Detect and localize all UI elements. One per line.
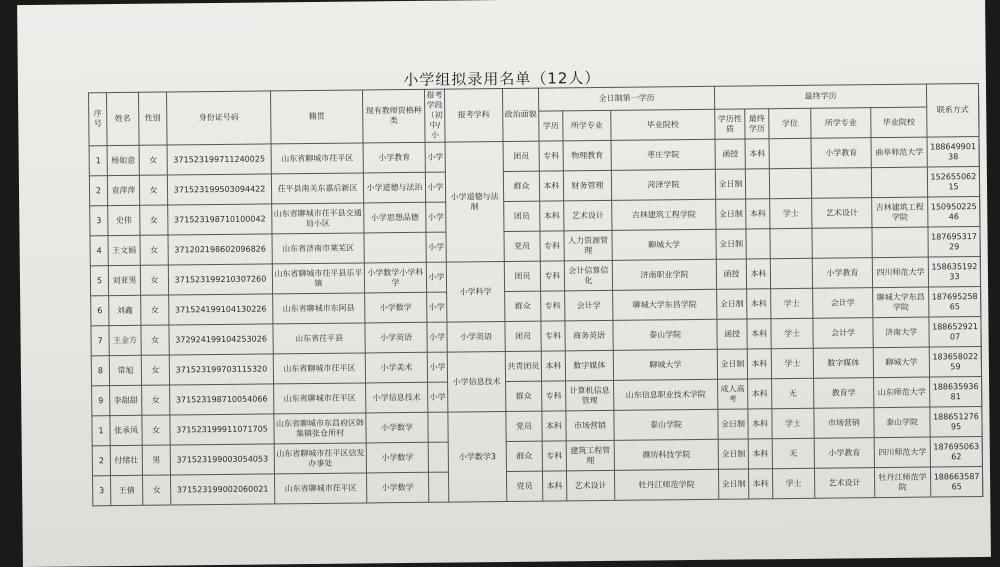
cell-ft-major: 计算机信息管理 — [566, 380, 614, 411]
cell-fe-school: 山东师范大学 — [874, 377, 930, 408]
cell-fe-school: 四川师范大学 — [874, 437, 930, 468]
cell-ft-major: 会计学 — [565, 290, 613, 321]
cell-politics: 共青团员 — [505, 351, 541, 381]
cell-gender: 女 — [140, 265, 168, 295]
cell-ft-major: 建筑工程管理 — [566, 440, 614, 471]
cell-name: 王倩 — [111, 475, 143, 505]
header-fe-edu: 最终学历 — [745, 109, 769, 139]
cell-cert: 小学美术 — [365, 352, 427, 383]
cell-gender: 女 — [140, 205, 168, 235]
cell-fe-degree: 学士 — [772, 408, 814, 438]
cell-ft-major: 商务英语 — [565, 320, 613, 351]
header-final-group: 最终学历 — [714, 84, 926, 109]
cell-fe-edu: 本科 — [747, 289, 771, 319]
cell-fe-school: 聊城大学 — [873, 347, 929, 378]
cell-contact: 18769531729 — [928, 227, 980, 258]
cell-origin: 山东省聊城市茌平区 — [273, 353, 365, 384]
header-gender: 性别 — [139, 92, 168, 145]
cell-fe-nature: 全日制 — [715, 169, 745, 199]
cell-politics: 党员 — [504, 231, 540, 261]
cell-level: 小学 — [425, 172, 445, 202]
cell-fe-degree: 学士 — [770, 198, 812, 228]
cell-fe-major: 市场营销 — [814, 408, 874, 439]
cell-cert: 小学数学 — [367, 472, 429, 503]
cell-ft-edu: 本科 — [542, 411, 566, 441]
cell-ft-edu: 本科 — [541, 351, 565, 381]
header-fulltime-group: 全日制第一学历 — [538, 86, 714, 111]
cell-seq: 8 — [91, 356, 109, 386]
cell-fe-edu: 本科 — [747, 319, 771, 349]
cell-id: 371523198710054066 — [170, 384, 274, 415]
cell-ft-school: 泰山学院 — [613, 319, 717, 350]
cell-fe-major: 会计学 — [813, 288, 873, 319]
cell-name: 袁萍萍 — [107, 175, 139, 205]
cell-fe-major: 艺术设计 — [814, 468, 874, 499]
cell-seq: 3 — [93, 476, 111, 506]
cell-ft-edu: 本科 — [542, 471, 566, 501]
cell-name: 杨如意 — [107, 145, 139, 175]
cell-ft-major: 财务管理 — [563, 170, 611, 201]
cell-subject-group: 小学信息技术 — [447, 351, 506, 412]
cell-ft-school: 聊城大学 — [612, 229, 716, 260]
cell-cert: 小学信息技术 — [366, 382, 428, 413]
roster-body — [89, 137, 983, 506]
cell-gender: 女 — [142, 415, 170, 445]
header-politics: 政治面貌 — [502, 88, 539, 141]
cell-id: 371523199911071705 — [170, 414, 274, 445]
cell-fe-school: 曲阜师范大学 — [871, 137, 927, 168]
cell-id: 371523199703115320 — [169, 354, 273, 385]
cell-fe-nature: 函授 — [716, 259, 746, 289]
cell-fe-edu: 本科 — [747, 349, 771, 379]
header-subject: 报考学科 — [444, 89, 503, 143]
cell-cert: 小学思想品德 — [364, 202, 426, 233]
cell-cert: 小学道德与法治 — [363, 172, 425, 203]
cell-ft-major: 人力资源管理 — [564, 230, 612, 261]
cell-ft-school: 聊城大学东昌学院 — [613, 289, 717, 320]
cell-ft-major: 艺术设计 — [566, 470, 614, 501]
cell-fe-school: 聊城大学东昌学院 — [873, 287, 929, 318]
cell-fe-school — [871, 167, 927, 198]
cell-origin: 山东省聊城市茌平区 — [271, 143, 363, 174]
header-level: 报考学段（初中/小 — [424, 89, 445, 142]
cell-contact: 18365802259 — [929, 347, 981, 378]
cell-ft-edu: 专科 — [542, 381, 566, 411]
cell-subject-group: 小学科学 — [446, 261, 505, 322]
cell-fe-major: 教育学 — [814, 378, 874, 409]
header-seq: 序号 — [89, 93, 108, 146]
cell-gender: 女 — [141, 295, 169, 325]
cell-level: 小学 — [427, 322, 447, 352]
cell-politics: 团员 — [504, 201, 540, 231]
cell-fe-degree: 学士 — [771, 348, 813, 378]
cell-politics: 群众 — [506, 381, 542, 411]
cell-contact: 18864990138 — [927, 137, 979, 168]
cell-ft-school: 聊城大学 — [613, 349, 717, 380]
cell-contact: 18769506362 — [930, 437, 982, 468]
cell-level: 小学 — [427, 352, 447, 382]
cell-seq: 4 — [90, 236, 108, 266]
cell-politics: 群众 — [505, 291, 541, 321]
cell-ft-edu: 本科 — [540, 201, 564, 231]
cell-level: 小学 — [427, 292, 447, 322]
cell-fe-degree — [769, 168, 811, 198]
cell-ft-school: 枣庄学院 — [611, 139, 715, 170]
document-sheet — [17, 0, 991, 567]
cell-fe-major: 数字媒体 — [813, 348, 873, 379]
cell-id: 371523199003054053 — [170, 444, 274, 475]
cell-level — [428, 442, 448, 472]
cell-fe-major: 艺术设计 — [812, 198, 872, 229]
cell-level: 小学 — [428, 382, 448, 412]
cell-seq: 1 — [89, 146, 107, 176]
cell-fe-school: 济南大学 — [873, 317, 929, 348]
cell-fe-degree: 无 — [772, 378, 814, 408]
cell-ft-edu: 专科 — [539, 141, 563, 171]
header-fe-degree: 学位 — [769, 108, 811, 138]
cell-fe-degree — [770, 258, 812, 288]
cell-origin: 山东省聊城市茌平区 — [274, 383, 366, 414]
header-origin: 籍贯 — [270, 90, 363, 144]
cell-fe-nature: 全日制 — [717, 349, 747, 379]
cell-fe-nature: 全日制 — [717, 289, 747, 319]
header-fe-school: 毕业院校 — [871, 107, 927, 138]
cell-name: 李甜甜 — [110, 385, 142, 415]
cell-fe-major — [812, 228, 872, 259]
cell-gender: 女 — [141, 355, 169, 385]
cell-contact: 18866358765 — [930, 466, 982, 497]
cell-name: 刘鑫 — [109, 295, 141, 325]
cell-name: 付绪壮 — [110, 445, 142, 475]
cell-level — [428, 472, 448, 502]
cell-seq: 2 — [89, 176, 107, 206]
cell-id: 371524199104130226 — [169, 294, 273, 325]
cell-cert: 小学数学小学科学 — [364, 262, 426, 293]
cell-level: 小学 — [426, 232, 446, 262]
cell-ft-major: 艺术设计 — [564, 200, 612, 231]
cell-ft-school: 吉林建筑工程学院 — [612, 199, 716, 230]
cell-id: 371523198710100042 — [168, 204, 272, 235]
cell-fe-edu: 本科 — [748, 439, 772, 469]
cell-name: 刘亚男 — [108, 265, 140, 295]
header-fe-nature: 学历性质 — [715, 109, 745, 139]
cell-contact: 15863519233 — [928, 257, 980, 288]
cell-cert: 小学教育 — [363, 142, 425, 173]
cell-ft-school: 菏泽学院 — [611, 169, 715, 200]
cell-ft-school: 牡丹江师范学院 — [614, 469, 718, 500]
cell-contact: 15265506215 — [927, 167, 979, 198]
cell-name: 王金方 — [109, 325, 141, 355]
cell-level: 小学 — [426, 262, 446, 292]
cell-id: 371523199711240025 — [167, 144, 271, 175]
cell-origin: 山东省聊城市茌平区 — [275, 473, 367, 504]
cell-ft-major: 市场营销 — [566, 410, 614, 441]
cell-level-merged: 小学 — [425, 142, 445, 172]
cell-subject-group: 小学道德与法制 — [445, 142, 504, 263]
cell-fe-degree — [770, 228, 812, 258]
header-ft-edu: 学历 — [539, 111, 563, 141]
cell-cert: 小学数学 — [366, 442, 428, 473]
cell-fe-edu: 本科 — [745, 139, 769, 169]
cell-gender: 女 — [139, 145, 167, 175]
cell-ft-edu: 专科 — [542, 441, 566, 471]
cell-politics: 团员 — [504, 261, 540, 291]
cell-name: 王文娟 — [108, 235, 140, 265]
cell-origin: 山东省聊城市东昌府区韩集镇张仓所村 — [274, 413, 366, 444]
cell-ft-edu: 本科 — [539, 171, 563, 201]
cell-politics: 团员 — [505, 321, 541, 351]
header-id: 身份证号码 — [167, 91, 272, 145]
cell-fe-major: 小学教育 — [811, 138, 871, 169]
cell-ft-school: 济南职业学院 — [612, 259, 716, 290]
cell-name: 史伟 — [108, 205, 140, 235]
cell-fe-nature: 函授 — [717, 319, 747, 349]
cell-subject-group: 小学数学3 — [448, 411, 507, 502]
cell-fe-degree: 无 — [772, 438, 814, 468]
cell-seq: 3 — [90, 206, 108, 236]
cell-fe-nature: 全日制 — [718, 409, 748, 439]
cell-ft-major: 物理教育 — [563, 140, 611, 171]
cell-fe-school: 四川师范大学 — [872, 257, 928, 288]
cell-ft-edu: 专科 — [541, 291, 565, 321]
cell-ft-major: 数字媒体 — [565, 350, 613, 381]
cell-id: 371523199002060021 — [171, 474, 275, 505]
cell-fe-degree: 学士 — [771, 288, 813, 318]
cell-fe-edu: 本科 — [748, 409, 772, 439]
cell-fe-edu — [746, 229, 770, 259]
cell-fe-major: 会计学 — [813, 318, 873, 349]
cell-origin: 山东省聊城市茌平县乐平镇 — [272, 263, 364, 294]
cell-seq: 7 — [91, 326, 109, 356]
header-ft-major: 所学专业 — [563, 110, 611, 141]
cell-origin: 山东省济南市莱芜区 — [272, 233, 364, 264]
cell-id: 371202198602096826 — [168, 234, 272, 265]
cell-contact: 18865127695 — [930, 407, 982, 438]
header-cert: 现有教师资格种类 — [362, 89, 425, 143]
cell-id: 372924199104253026 — [169, 324, 273, 355]
cell-ft-school: 山东信息职业技术学院 — [614, 379, 718, 410]
cell-origin: 山东省茌平县 — [273, 323, 365, 354]
cell-fe-nature: 函授 — [715, 139, 745, 169]
cell-fe-degree: 学士 — [772, 468, 814, 498]
cell-fe-edu: 本科 — [748, 379, 772, 409]
cell-fe-nature: 全日制 — [718, 469, 748, 499]
cell-contact: 18865292107 — [929, 317, 981, 348]
cell-id: 371523199210307260 — [168, 264, 272, 295]
cell-politics: 团员 — [503, 141, 539, 171]
cell-gender: 女 — [140, 235, 168, 265]
cell-fe-edu: 本科 — [746, 199, 770, 229]
cell-politics: 群众 — [506, 441, 542, 471]
cell-seq: 2 — [92, 446, 110, 476]
cell-fe-major: 小学教育 — [812, 258, 872, 289]
cell-fe-degree: 学士 — [771, 318, 813, 348]
cell-origin: 山东省聊城市茌平县交通局小区 — [272, 203, 364, 234]
header-name: 姓名 — [107, 92, 140, 145]
cell-cert — [364, 232, 426, 263]
header-contact: 联系方式 — [926, 84, 979, 138]
cell-fe-school: 吉林建筑工程学院 — [872, 197, 928, 228]
cell-fe-degree — [769, 138, 811, 168]
cell-ft-school: 潍坊科技学院 — [614, 439, 718, 470]
cell-fe-edu: 本科 — [746, 259, 770, 289]
cell-ft-edu: 专科 — [541, 321, 565, 351]
document-title: 小学组拟录用名单（12人） — [18, 63, 986, 94]
cell-politics: 党员 — [506, 411, 542, 441]
cell-fe-edu — [745, 169, 769, 199]
cell-ft-edu: 专科 — [540, 261, 564, 291]
cell-id: 371523199503094422 — [167, 174, 271, 205]
cell-seq: 1 — [92, 416, 110, 446]
cell-seq: 6 — [91, 296, 109, 326]
cell-politics: 群众 — [503, 171, 539, 201]
cell-fe-major: 小学教育 — [814, 438, 874, 469]
cell-name: 张承凤 — [110, 415, 142, 445]
cell-contact: 18769525865 — [929, 287, 981, 318]
cell-fe-nature: 全日制 — [718, 439, 748, 469]
header-fe-major: 所学专业 — [811, 108, 871, 139]
cell-level — [428, 412, 448, 442]
cell-fe-school: 牡丹江师范学院 — [874, 467, 930, 498]
cell-politics: 党员 — [506, 471, 542, 501]
cell-fe-nature: 全日制 — [716, 229, 746, 259]
cell-seq: 5 — [90, 266, 108, 296]
hiring-roster-table — [88, 83, 983, 506]
cell-name: 常旭 — [109, 355, 141, 385]
cell-contact: 15095022546 — [928, 197, 980, 228]
cell-origin: 山东省聊城市茌平区信发办事处 — [274, 443, 366, 474]
cell-fe-school: 泰山学院 — [874, 407, 930, 438]
cell-origin: 山东省聊城市东阿县 — [273, 293, 365, 324]
cell-gender: 女 — [139, 175, 167, 205]
cell-fe-edu: 本科 — [748, 469, 772, 499]
cell-fe-nature: 全日制 — [716, 199, 746, 229]
cell-gender: 女 — [142, 385, 170, 415]
cell-fe-nature: 成人高考 — [718, 379, 748, 409]
cell-fe-school — [872, 227, 928, 258]
cell-ft-edu: 专科 — [540, 231, 564, 261]
cell-cert: 小学英语 — [365, 322, 427, 353]
cell-gender: 女 — [143, 475, 171, 505]
cell-ft-major: 会计信算信化 — [564, 260, 612, 291]
cell-cert: 小学数学 — [365, 292, 427, 323]
header-ft-school: 毕业院校 — [611, 109, 715, 140]
cell-fe-major — [811, 168, 871, 199]
cell-subject-group: 小学英语 — [447, 321, 505, 352]
cell-seq: 9 — [92, 386, 110, 416]
cell-cert: 小学数学 — [366, 412, 428, 443]
cell-origin: 茌平县南关东嘉后新区 — [271, 173, 363, 204]
cell-gender: 男 — [142, 445, 170, 475]
cell-contact: 18863593681 — [930, 377, 982, 408]
cell-ft-school: 泰山学院 — [614, 409, 718, 440]
cell-gender: 女 — [141, 325, 169, 355]
cell-level: 小学 — [426, 202, 446, 232]
